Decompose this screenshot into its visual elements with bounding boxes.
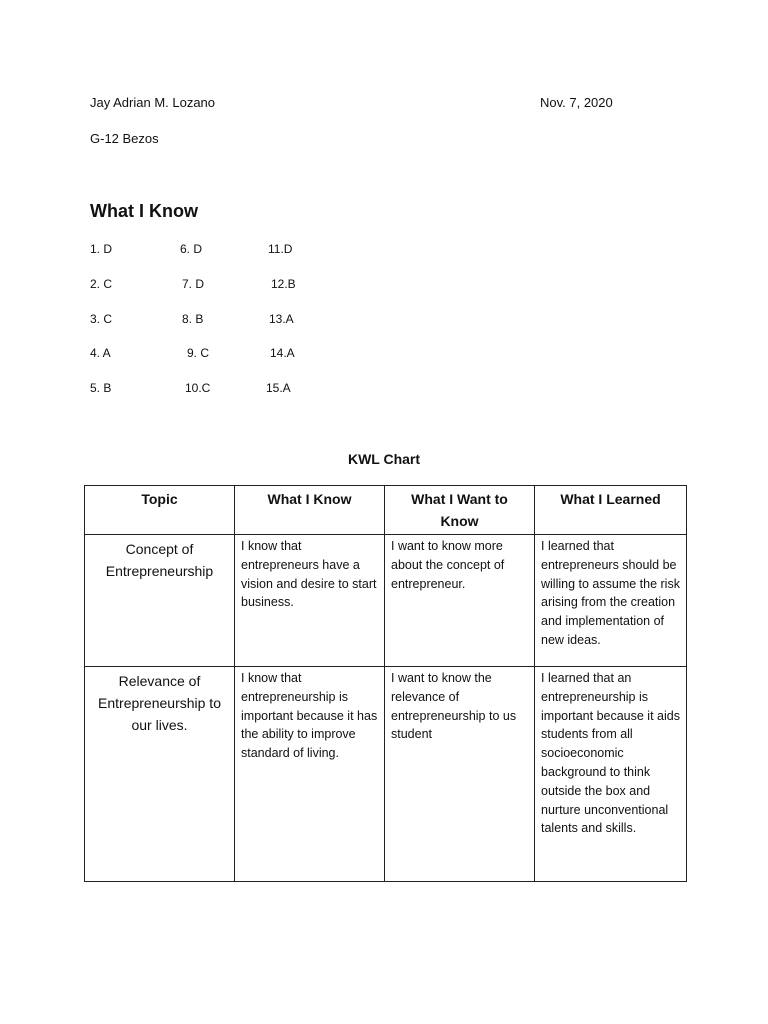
know-cell: I know that entrepreneurship is important because it has the ability to improve standard of living. <box>235 667 385 882</box>
kwl-table <box>84 485 687 882</box>
learned-cell: I learned that entrepreneurs should be willing to assume the risk arising from the creation and implementation of new ideas. <box>535 535 687 667</box>
column-header-what-i-know: What I Know <box>235 486 385 535</box>
answer-item: 8. B <box>182 312 204 326</box>
answer-item: 1. D <box>90 242 113 256</box>
table-row <box>85 535 687 667</box>
answer-item: 12.B <box>271 277 296 291</box>
want-to-know-cell: I want to know more about the concept of entrepreneur. <box>385 535 535 667</box>
answer-item: 4. A <box>90 346 111 360</box>
kwl-chart-title: KWL Chart <box>347 451 421 467</box>
student-name: Jay Adrian M. Lozano <box>90 95 216 110</box>
topic-cell: Concept of Entrepreneurship <box>85 535 235 667</box>
section: G-12 Bezos <box>90 131 159 146</box>
want-to-know-cell: I want to know the relevance of entrepreneurship to us student <box>385 667 535 882</box>
column-header-what-i-learned: What I Learned <box>535 486 687 535</box>
what-i-know-heading: What I Know <box>90 201 198 221</box>
topic-cell: Relevance of Entrepreneurship to our lives. <box>85 667 235 882</box>
know-cell: I know that entrepreneurs have a vision and desire to start business. <box>235 535 385 667</box>
answer-item: 6. D <box>180 242 203 256</box>
table-row <box>85 667 687 882</box>
answer-item: 13.A <box>269 312 294 326</box>
date: Nov. 7, 2020 <box>540 95 613 110</box>
column-header-topic: Topic <box>85 486 235 535</box>
learned-cell: I learned that an entrepreneurship is important because it aids students from all socioeconomic background to think outside the box and nurture unconventional talents and skills. <box>535 667 687 882</box>
table-header-row <box>85 486 687 535</box>
answer-item: 7. D <box>182 277 205 291</box>
answer-item: 2. C <box>90 277 113 291</box>
answer-item: 11.D <box>268 242 293 256</box>
answer-item: 5. B <box>90 381 112 395</box>
answer-item: 14.A <box>270 346 295 360</box>
column-header-what-i-want-to-know: What I Want to Know <box>385 486 535 535</box>
answer-item: 10.C <box>185 381 211 395</box>
answer-item: 3. C <box>90 312 113 326</box>
answer-item: 9. C <box>187 346 210 360</box>
answer-item: 15.A <box>266 381 291 395</box>
